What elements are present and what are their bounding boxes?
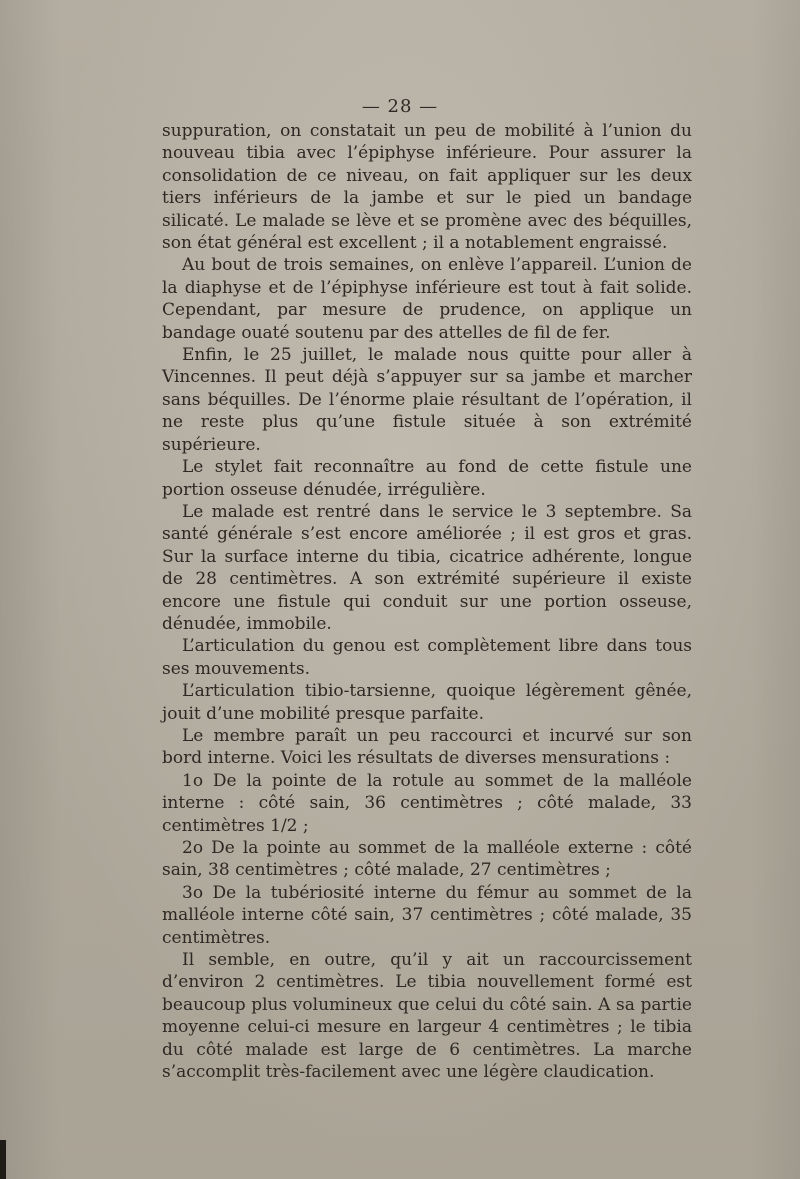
body-text (162, 120, 692, 1083)
paragraph-2: Au bout de trois semaines, on enlève l’appareil. L’union de la diaphyse et de l’épiphyse inférieure est tout à fait solide. Cependant, par mesure de prudence, on applique un bandage ouaté soutenu par des attelles de fil de fer. (162, 255, 692, 343)
binding-mark (0, 1140, 6, 1179)
paragraph-5: Le malade est rentré dans le service le 3 septembre. Sa santé générale s’est encore améliorée ; il est gros et gras. Sur la surface interne du tibia, cicatrice adhérente, longue de 28 centimètres. A son extrémité supérieure il existe encore une fistule qui conduit sur une portion osseuse, dénudée, immobile. (162, 501, 692, 634)
paragraph-1: suppuration, on constatait un peu de mobilité à l’union du nouveau tibia avec l’épiphyse inférieure. Pour assurer la consolidation de ce niveau, on fait appliquer sur les deux tiers inférieurs de la jambe et sur le pied un bandage silicaté. Le malade se lève et se promène avec des béquilles, son état général est excellent ; il a notablement engraissé. (162, 121, 692, 254)
page-edge-shadow (750, 0, 800, 1179)
paragraph-7: L’articulation tibio-tarsienne, quoique légèrement gênée, jouit d’une mobilité presque parfaite. (162, 681, 692, 724)
paragraph-final: Il semble, en outre, qu’il y ait un raccourcissement d’environ 2 centimètres. Le tibia nouvellement formé est beaucoup plus volumineux que celui du côté sain. A sa partie moyenne celui-ci mesure en largeur 4 centimètres ; le tibia du côté malade est large de 6 centimètres. La marche s’accomplit très-facilement avec une légère claudication. (162, 950, 692, 1083)
measurement-1: 1o De la pointe de la rotule au sommet de la malléole interne : côté sain, 36 centimètres ; côté malade, 33 centimètres 1/2 ; (162, 770, 692, 836)
paragraph-3: Enfin, le 25 juillet, le malade nous quitte pour aller à Vincennes. Il peut déjà s’appuyer sur sa jambe et marcher sans béquilles. De l’énorme plaie résultant de l’opération, il ne reste plus qu’une fistule située à son extrémité supérieure. (162, 345, 692, 455)
paragraph-4: Le stylet fait reconnaître au fond de cette fistule une portion osseuse dénudée, irrégulière. (162, 457, 692, 500)
paragraph-8: Le membre paraît un peu raccourci et incurvé sur son bord interne. Voici les résultats de diverses mensurations : (162, 725, 692, 769)
measurement-2: 2o De la pointe au sommet de la malléole externe : côté sain, 38 centimètres ; côté malade, 27 centimètres ; (162, 838, 692, 881)
measurement-3: 3o De la tubériosité interne du fémur au sommet de la malléole interne côté sain, 37 centimètres ; côté malade, 35 centimètres. (162, 882, 692, 948)
paragraph-6: L’articulation du genou est complètement libre dans tous ses mouvements. (162, 636, 692, 679)
page-gutter-shadow (0, 0, 60, 1179)
page-number: — 28 — (361, 96, 439, 117)
